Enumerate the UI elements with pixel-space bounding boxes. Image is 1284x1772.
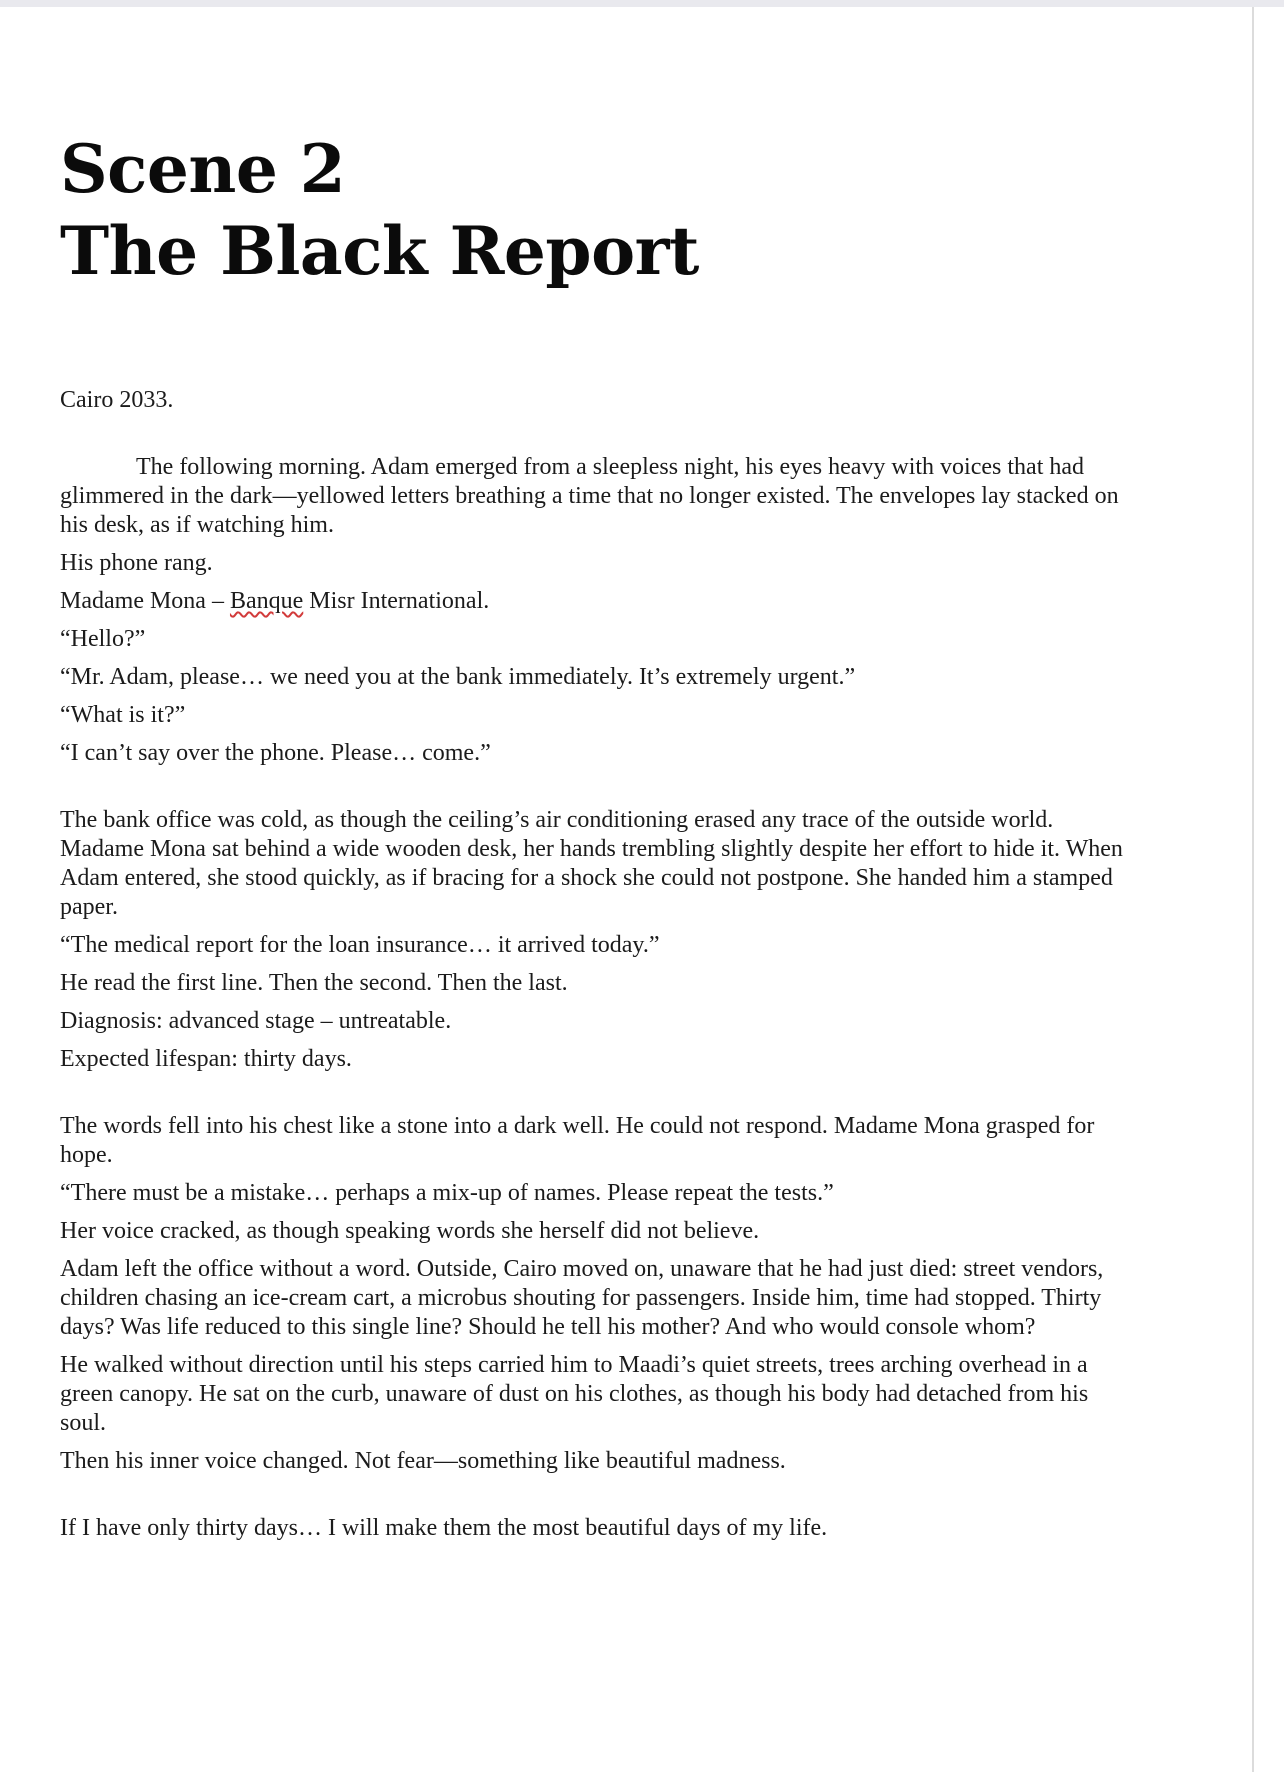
paragraph-bank-office: The bank office was cold, as though the ceiling’s air conditioning erased any trace of the outside world. Madame Mona sat behind a wide wooden desk, her hands trembling slightly despite her effort to hide it. When Adam entered, she stood quickly, as if bracing for a shock she could not postpone. She handed him a stamped paper. xyxy=(60,807,1123,920)
paragraph-medical-report: “The medical report for the loan insurance… it arrived today.” xyxy=(60,932,660,958)
page-right-edge xyxy=(1252,7,1254,1772)
paragraph-what-is-it: “What is it?” xyxy=(60,702,186,728)
paragraph-inner-voice: Then his inner voice changed. Not fear—something like beautiful madness. xyxy=(60,1448,786,1474)
paragraph-phone-rang: His phone rang. xyxy=(60,550,213,576)
paragraph-voice-cracked: Her voice cracked, as though speaking words she herself did not believe. xyxy=(60,1218,760,1244)
paragraph-lifespan: Expected lifespan: thirty days. xyxy=(60,1046,352,1072)
paragraph-left-office: Adam left the office without a word. Outside, Cairo moved on, unaware that he had just died: street vendors, children chasing an ice-cream cart, a microbus shouting for passengers. Inside him, time had stopped. Thirty days? Was life reduced to this single line? Should he tell his mother? And who would console whom? xyxy=(60,1256,1104,1340)
paragraph-mistake: “There must be a mistake… perhaps a mix-up of names. Please repeat the tests.” xyxy=(60,1180,834,1206)
paragraph-hello: “Hello?” xyxy=(60,626,146,652)
paragraph-morning: The following morning. Adam emerged from a sleepless night, his eyes heavy with voices that had glimmered in the dark—yellowed letters breathing a time that no longer existed. The envelopes lay stacked on his desk, as if watching him. xyxy=(60,454,1119,538)
paragraph-place-date: Cairo 2033. xyxy=(60,387,174,413)
paragraph-caller xyxy=(60,587,1140,616)
paragraph-thirty-days: If I have only thirty days… I will make them the most beautiful days of my life. xyxy=(60,1515,828,1541)
paragraph-diagnosis: Diagnosis: advanced stage – untreatable. xyxy=(60,1008,452,1034)
paragraph-urgent: “Mr. Adam, please… we need you at the bank immediately. It’s extremely urgent.” xyxy=(60,664,856,690)
caller-name: Madame Mona – xyxy=(60,588,230,614)
paragraph-maadi: He walked without direction until his steps carried him to Maadi’s quiet streets, trees arching overhead in a green canopy. He sat on the curb, unaware of dust on his clothes, as though his body had detached from his soul. xyxy=(60,1352,1089,1436)
scene-title xyxy=(60,128,699,292)
paragraph-words-fell: The words fell into his chest like a stone into a dark well. He could not respond. Madame Mona grasped for hope. xyxy=(60,1113,1095,1168)
document-body xyxy=(60,386,1140,1552)
spellcheck-word[interactable]: Banque xyxy=(229,588,304,614)
paragraph-cant-say: “I can’t say over the phone. Please… come.” xyxy=(60,740,491,766)
window-top-bar xyxy=(0,0,1284,7)
paragraph-read-lines: He read the first line. Then the second. Then the last. xyxy=(60,970,568,996)
scene-title-line-2: The Black Report xyxy=(60,212,699,290)
caller-bank: Misr International. xyxy=(303,588,490,614)
scene-title-line-1: Scene 2 xyxy=(60,130,346,208)
